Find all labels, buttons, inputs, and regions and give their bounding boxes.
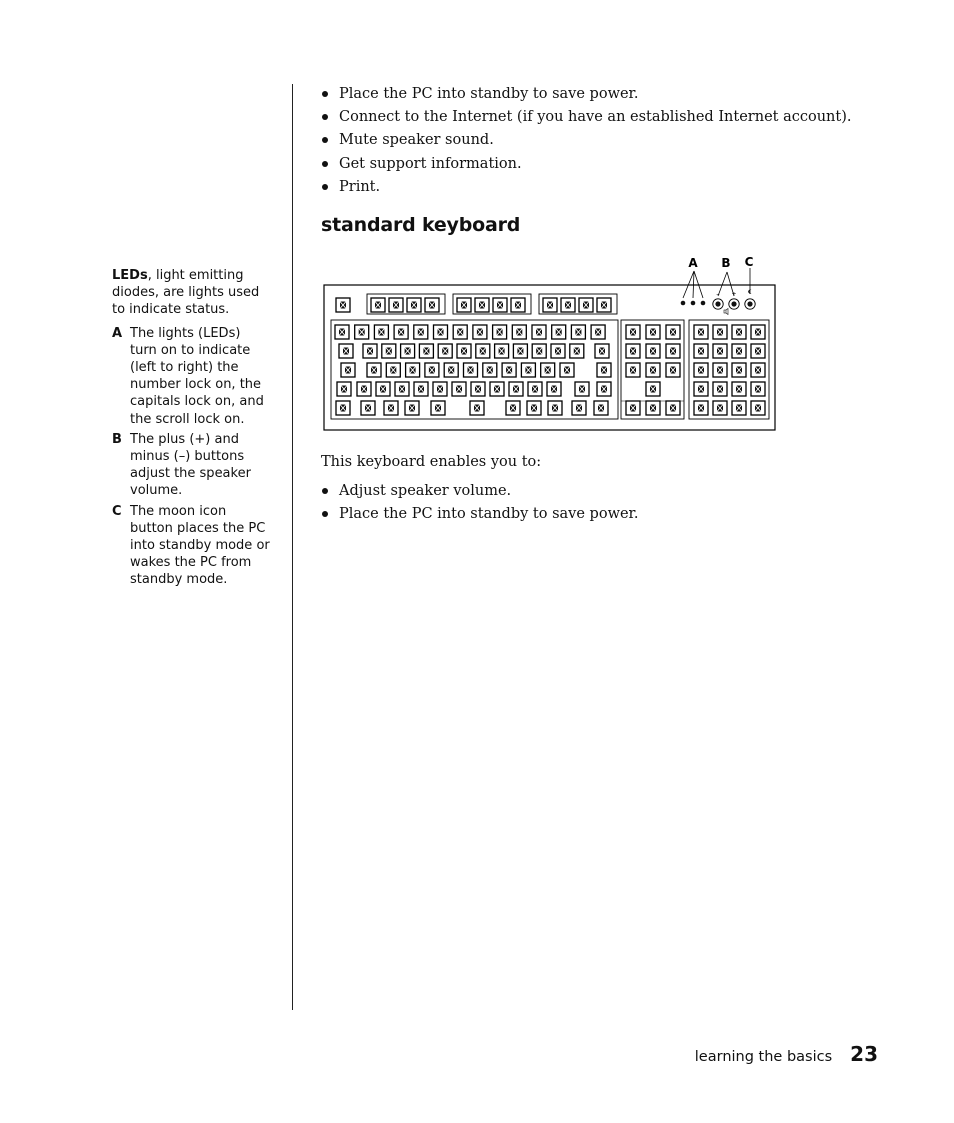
key [405, 401, 419, 415]
key [336, 401, 350, 415]
key [513, 344, 527, 358]
key [572, 401, 586, 415]
callout-letter: B [112, 431, 122, 447]
feature-list [321, 84, 851, 200]
key [475, 298, 489, 312]
list-item: Place the PC into standby to save power. [321, 504, 639, 527]
key [597, 382, 611, 396]
key [694, 363, 708, 377]
key [751, 344, 765, 358]
key [694, 382, 708, 396]
key [457, 298, 471, 312]
key [552, 325, 566, 339]
key [453, 325, 467, 339]
page-footer [695, 1042, 878, 1066]
key [646, 344, 660, 358]
key [547, 382, 561, 396]
key [419, 344, 433, 358]
key [626, 344, 640, 358]
key [401, 344, 415, 358]
key [336, 298, 350, 312]
key [626, 325, 640, 339]
key [444, 363, 458, 377]
key [382, 344, 396, 358]
key [713, 325, 727, 339]
keyboard-illustration [321, 254, 779, 434]
key [666, 401, 680, 415]
key [694, 344, 708, 358]
key [751, 363, 765, 377]
key [597, 298, 611, 312]
key [434, 325, 448, 339]
callout-b [112, 431, 270, 500]
key [386, 363, 400, 377]
key [543, 298, 557, 312]
key [732, 325, 746, 339]
key [509, 382, 523, 396]
list-item: Adjust speaker volume. [321, 481, 639, 504]
key [511, 298, 525, 312]
key [371, 298, 385, 312]
key [490, 382, 504, 396]
key [666, 344, 680, 358]
plus-symbol: + [731, 291, 737, 298]
key [594, 401, 608, 415]
label-a: A [688, 256, 698, 270]
key [666, 325, 680, 339]
key [694, 325, 708, 339]
key [471, 382, 485, 396]
key [551, 344, 565, 358]
key [751, 325, 765, 339]
callout-text: The moon icon button places the PC into standby mode or wakes the PC from standby mode. [130, 503, 270, 588]
key [713, 382, 727, 396]
key [571, 325, 585, 339]
label-c: C [744, 255, 754, 269]
key [425, 363, 439, 377]
key [527, 401, 541, 415]
minus-symbol: – [716, 290, 720, 298]
intro-text: This keyboard enables you to: [321, 454, 542, 470]
key [476, 344, 490, 358]
key [548, 401, 562, 415]
key [355, 325, 369, 339]
callout-a [112, 325, 270, 428]
key [732, 382, 746, 396]
list-item: Get support information. [321, 154, 851, 177]
key [694, 401, 708, 415]
key [394, 325, 408, 339]
key [732, 401, 746, 415]
key [626, 363, 640, 377]
key [521, 363, 535, 377]
key [732, 363, 746, 377]
key [713, 401, 727, 415]
key [579, 298, 593, 312]
column-divider [292, 84, 293, 1010]
key [363, 344, 377, 358]
key [732, 344, 746, 358]
key [367, 363, 381, 377]
key [502, 363, 516, 377]
key [357, 382, 371, 396]
list-item: Place the PC into standby to save power. [321, 84, 851, 107]
led-definition [112, 267, 270, 319]
key [384, 401, 398, 415]
key [597, 363, 611, 377]
key [528, 382, 542, 396]
key [433, 382, 447, 396]
key [751, 382, 765, 396]
standby-button[interactable] [745, 299, 755, 309]
key [570, 344, 584, 358]
key [506, 401, 520, 415]
key [341, 363, 355, 377]
number-lock-led [681, 301, 686, 306]
key [339, 344, 353, 358]
key [452, 382, 466, 396]
key [666, 363, 680, 377]
key [541, 363, 555, 377]
key [337, 382, 351, 396]
list-item: Connect to the Internet (if you have an established Internet account). [321, 107, 851, 130]
key [470, 401, 484, 415]
key [532, 344, 546, 358]
key [407, 298, 421, 312]
volume-up-button[interactable] [729, 299, 739, 309]
callout-text: The lights (LEDs) turn on to indicate (left to right) the number lock on, the capitals lock on, and the scroll lock on. [130, 325, 264, 427]
key [561, 298, 575, 312]
key [646, 401, 660, 415]
scroll-lock-led [701, 301, 706, 306]
key [361, 401, 375, 415]
list-item: Mute speaker sound. [321, 130, 851, 153]
key [457, 344, 471, 358]
callout-letter: A [112, 325, 123, 341]
key [493, 325, 507, 339]
key [626, 401, 640, 415]
key [646, 363, 660, 377]
key [595, 344, 609, 358]
key [483, 363, 497, 377]
key [438, 344, 452, 358]
key [713, 344, 727, 358]
key [493, 298, 507, 312]
key [335, 325, 349, 339]
callout-text: The plus (+) and minus (–) buttons adjust the speaker volume. [130, 431, 251, 499]
callout-c [112, 503, 270, 589]
key [395, 382, 409, 396]
sidebar-notes [112, 267, 270, 592]
key [414, 325, 428, 339]
key [464, 363, 478, 377]
callout-letter: C [112, 503, 122, 519]
key [414, 382, 428, 396]
caps-lock-led [691, 301, 696, 306]
footer-section-title: learning the basics [694, 1049, 833, 1065]
page-number: 23 [850, 1042, 878, 1066]
led-definition-text: , light emitting diodes, are lights used to indicate status. [112, 268, 260, 318]
label-b: B [721, 256, 731, 270]
key [473, 325, 487, 339]
volume-down-button[interactable] [713, 299, 723, 309]
key [646, 325, 660, 339]
key [389, 298, 403, 312]
key [495, 344, 509, 358]
key [374, 325, 388, 339]
section-heading: standard keyboard [321, 214, 521, 236]
key [532, 325, 546, 339]
capability-list [321, 481, 639, 527]
key [425, 298, 439, 312]
key [646, 382, 660, 396]
list-item: Print. [321, 177, 851, 200]
key [713, 363, 727, 377]
led-term: LEDs [112, 268, 148, 283]
key [431, 401, 445, 415]
key [376, 382, 390, 396]
key [406, 363, 420, 377]
key [575, 382, 589, 396]
key [512, 325, 526, 339]
key [591, 325, 605, 339]
key [751, 401, 765, 415]
key [560, 363, 574, 377]
